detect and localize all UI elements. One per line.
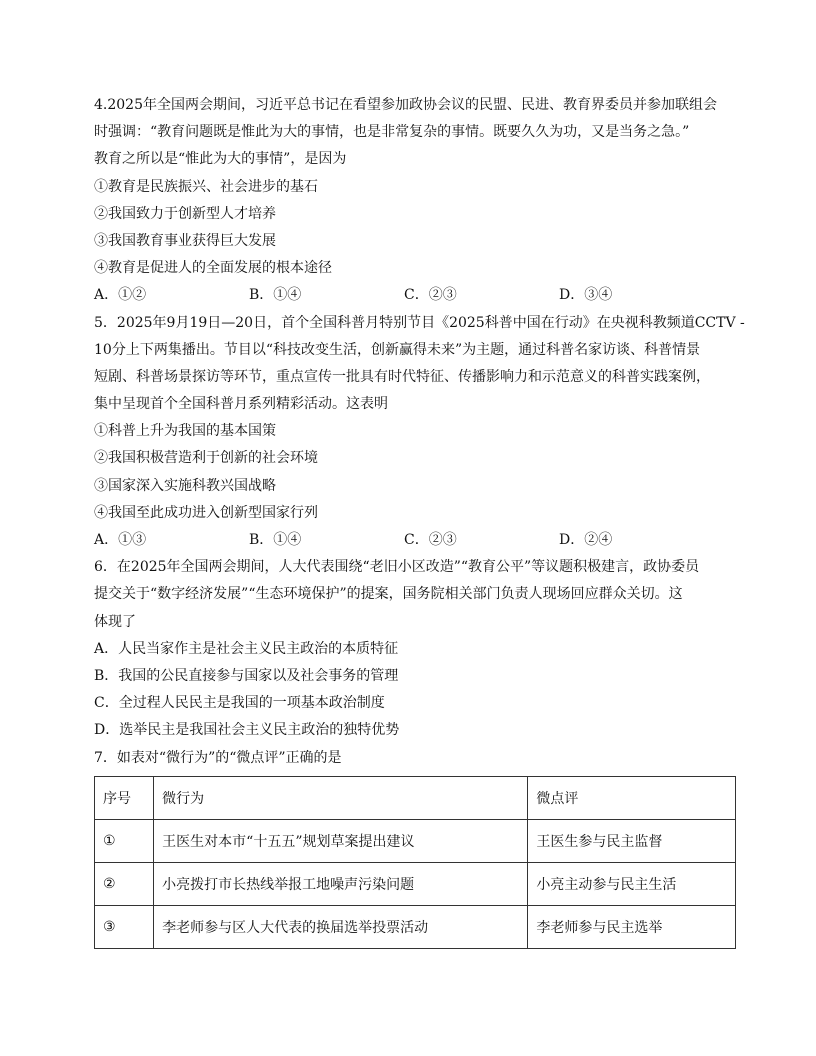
exam-page xyxy=(94,92,745,949)
answer-choices xyxy=(94,527,734,554)
question-stem-line: 6．在2025年全国两会期间，人大代表围绕“老旧小区改造”“教育公平”等议题积极建言，政协委员 xyxy=(94,559,700,576)
option-b: B．我国的公民直接参与国家以及社会事务的管理 xyxy=(94,667,399,684)
question-stem-line: 7．如表对“微行为”的“微点评”正确的是 xyxy=(94,749,342,766)
choice-a: A．①③ xyxy=(94,532,147,548)
option-c: C．全过程人民民主是我国的一项基本政治制度 xyxy=(94,695,385,712)
question-stem-line: 体现了 xyxy=(94,613,136,630)
table-cell: 李老师参与民主选举 xyxy=(528,905,736,948)
choice-b: B．①④ xyxy=(249,287,302,304)
statement-item: ③我国教育事业获得巨大发展 xyxy=(94,232,276,249)
statement-item: ②我国致力于创新型人才培养 xyxy=(94,205,276,222)
choice-a: A．①② xyxy=(94,287,147,304)
question-6 xyxy=(94,554,734,744)
question-stem-line: 时强调：“教育问题既是惟此为大的事情，也是非常复杂的事情。既要久久为功，又是当务之急。” xyxy=(94,124,690,141)
choice-b: B．①④ xyxy=(249,532,302,548)
question-7 xyxy=(94,745,734,949)
statement-item: ①科普上升为我国的基本国策 xyxy=(94,423,276,440)
table-cell: 小亮主动参与民主生活 xyxy=(528,862,736,905)
statement-item: ③国家深入实施科教兴国战略 xyxy=(94,477,276,494)
question-stem-line: 集中呈现首个全国科普月系列精彩活动。这表明 xyxy=(94,396,388,413)
question-5 xyxy=(94,310,745,555)
column-header: 微点评 xyxy=(528,776,736,819)
statement-item: ④我国至此成功进入创新型国家行列 xyxy=(94,504,318,521)
statement-item: ②我国积极营造利于创新的社会环境 xyxy=(94,450,318,467)
table-cell: 李老师参与区人大代表的换届选举投票活动 xyxy=(154,905,528,948)
table-cell: 王医生参与民主监督 xyxy=(528,819,736,862)
option-a: A．人民当家作主是社会主义民主政治的本质特征 xyxy=(94,640,399,657)
table-cell: ① xyxy=(95,819,154,862)
choice-d: D．②④ xyxy=(559,532,613,548)
question-stem-line: 5．2025年9月19日—20日，首个全国科普月特别节目《2025科普中国在行动》在央视科教频道CCTV - xyxy=(94,314,745,331)
question-stem-line: 提交关于“数字经济发展”“生态环境保护”的提案，国务院相关部门负责人现场回应群众关切。这 xyxy=(94,586,683,603)
question-stem-line: 10分上下两集播出。节目以“科技改变生活，创新赢得未来”为主题，通过科普名家访谈、科普情景 xyxy=(94,341,701,358)
table-cell: 王医生对本市“十五五”规划草案提出建议 xyxy=(154,819,528,862)
statement-item: ①教育是民族振兴、社会进步的基石 xyxy=(94,178,318,195)
option-d: D．选举民主是我国社会主义民主政治的独特优势 xyxy=(94,722,400,739)
table-row xyxy=(95,862,736,905)
choice-c: C．②③ xyxy=(404,532,457,548)
evaluation-table xyxy=(94,776,736,949)
choice-d: D．③④ xyxy=(559,287,613,304)
question-stem-line: 4.2025年全国两会期间，习近平总书记在看望参加政协会议的民盟、民进、教育界委员并参加联组会 xyxy=(94,97,717,113)
table-cell: ③ xyxy=(95,905,154,948)
table-row xyxy=(95,905,736,948)
answer-choices xyxy=(94,282,734,309)
question-stem-line: 短剧、科普场景探访等环节，重点宣传一批具有时代特征、传播影响力和示范意义的科普实践案例， xyxy=(94,368,710,385)
choice-c: C．②③ xyxy=(404,287,457,304)
table-header-row xyxy=(95,776,736,819)
question-stem-line: 教育之所以是“惟此为大的事情”，是因为 xyxy=(94,151,347,168)
statement-item: ④教育是促进人的全面发展的根本途径 xyxy=(94,260,332,277)
column-header: 微行为 xyxy=(154,776,528,819)
table-cell: ② xyxy=(95,862,154,905)
table-row xyxy=(95,819,736,862)
question-4 xyxy=(94,92,734,310)
column-header: 序号 xyxy=(95,776,154,819)
table-cell: 小亮拨打市长热线举报工地噪声污染问题 xyxy=(154,862,528,905)
